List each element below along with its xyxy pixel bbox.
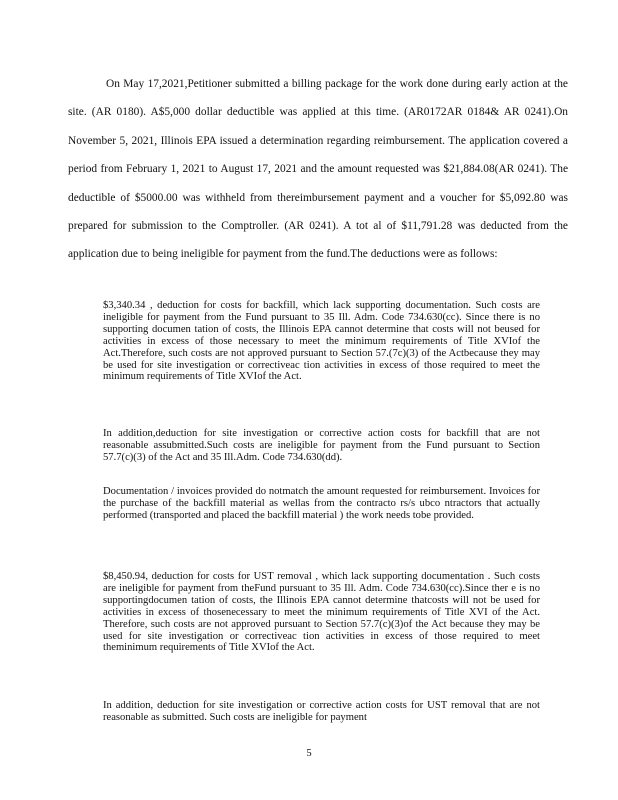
backfill-additional-paragraph: In addition,deduction for site investigation or corrective action costs for backfill that are not reasonable assubmitted.Such costs are ineligible for payment from the Fund pursuant to Section 57.7(c)(3) of the Act and 35 Ill.Adm. Code 734.630(dd). [103,428,540,463]
intro-paragraph: On May 17,2021,Petitioner submitted a billing package for the work done during early action at the site. (AR 0180). A$5,000 dollar deductible was applied at this time. (AR0172AR 0184& AR 0241).On November 5, 2021, Illinois EPA issued a determination regarding reimbursement. The application covered a period from February 1, 2021 to August 17, 2021 and the amount requested was $21,884.08(AR 0241). The deductible of $5000.00 was withheld from thereimbursement payment and a voucher for $5,092.80 was prepared for submission to the Comptroller. (AR 0241). A tot al of $11,791.28 was deducted from the application due to being ineligible for payment from the fund.The deductions were as follows: [68,78,568,261]
ust-removal-additional-paragraph: In addition, deduction for site investigation or corrective action costs for UST removal that are not reasonable as submitted. Such costs are ineligible for payment [103,700,540,723]
page-number: 5 [306,748,312,759]
deduction-backfill-paragraph: $3,340.34 , deduction for costs for backfill, which lack supporting documentation. Such costs are ineligible for payment from the Fund pursuant to 35 Ill. Adm. Code 734.630(cc). Since there is no supporting documen tation of costs, the Illinois EPA cannot determine that costs will not beused for activities in excess of those necessary to meet the minimum requirements of Title XVIof the Act.Therefore, such costs are not approved pursuant to Section 57.(7c)(3) of the Actbecause they may be used for site investigation or correctiveac tion activities in excess of those required to meet the minimum requirements of Title XVIof the Act. [103,300,540,383]
documentation-invoices-paragraph: Documentation / invoices provided do notmatch the amount requested for reimbursement. Invoices for the purchase of the backfill material as wellas from the contracto rs/s ubco ntractors that actually performed (transported and placed the backfill material ) the work needs tobe provided. [103,486,540,521]
deduction-ust-removal-paragraph: $8,450.94, deduction for costs for UST removal , which lack supporting documentation . Such costs are ineligible for payment from theFund pursuant to 35 Ill. Adm. Code 734.630(cc).Since ther e is no supportingdocumen tation of costs, the Illinois EPA cannot determine thatcosts will not be used for activities in excess of thosenecessary to meet the minimum requirements of Title XVI of the Act. Therefore, such costs are not approved pursuant to Section 57.7(c)(3)of the Act because they may be used for site investigation or correctiveac tion activities in excess of those required to meet theminimum requirements of Title XVIof the Act. [103,571,540,654]
